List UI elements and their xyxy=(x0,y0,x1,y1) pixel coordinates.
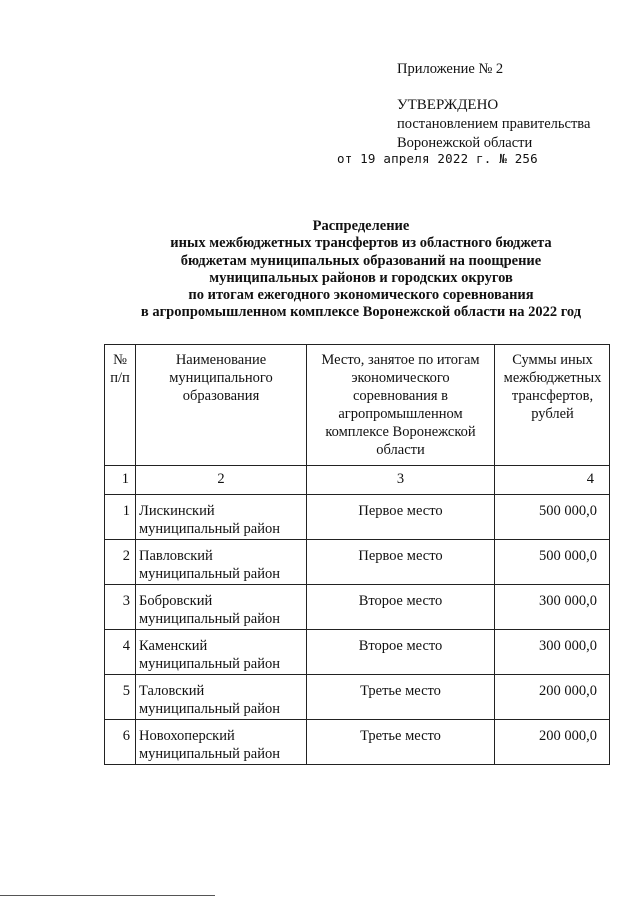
row-number-cell: 3 xyxy=(105,585,136,630)
column-number-cell: 4 xyxy=(495,466,610,495)
table-header-row xyxy=(105,345,610,466)
amount-cell: 300 000,0 xyxy=(495,585,610,630)
title-line: иных межбюджетных трансфертов из областного бюджета xyxy=(170,235,552,252)
approved-stamp: УТВЕРЖДЕНО xyxy=(397,97,499,113)
header-cell-number xyxy=(105,345,136,466)
municipality-cell: Павловский муниципальный район xyxy=(136,540,307,585)
header-text: образования xyxy=(182,388,260,404)
column-number-cell: 2 xyxy=(136,466,307,495)
header-text: Наименование xyxy=(175,352,267,368)
header-text: муниципального xyxy=(169,370,273,386)
amount-cell: 200 000,0 xyxy=(495,675,610,720)
header-text: комплексе Воронежской xyxy=(325,424,476,440)
header-text: агропромышленном xyxy=(338,406,463,422)
column-number-cell: 1 xyxy=(105,466,136,495)
amount-cell: 200 000,0 xyxy=(495,720,610,765)
amount-cell: 300 000,0 xyxy=(495,630,610,675)
place-cell: Первое место xyxy=(307,540,495,585)
row-number-cell: 1 xyxy=(105,495,136,540)
amount-cell: 500 000,0 xyxy=(495,540,610,585)
decree-date: от 19 апреля 2022 г. № 256 xyxy=(337,151,538,166)
header-text: Суммы иных xyxy=(512,352,593,368)
column-number-cell: 3 xyxy=(307,466,495,495)
row-number-cell: 6 xyxy=(105,720,136,765)
header-text: экономического xyxy=(351,370,450,386)
title-line: в агропромышленном комплексе Воронежской области на 2022 год xyxy=(140,304,582,321)
place-cell: Второе место xyxy=(307,585,495,630)
municipality-cell: Новохоперский муниципальный район xyxy=(136,720,307,765)
place-cell: Третье место xyxy=(307,675,495,720)
municipality-cell: Бобровский муниципальный район xyxy=(136,585,307,630)
header-text: межбюджетных xyxy=(503,370,602,386)
table-row xyxy=(105,495,610,540)
row-number-cell: 4 xyxy=(105,630,136,675)
title-line: по итогам ежегодного экономического соревнования xyxy=(188,287,534,304)
table-row xyxy=(105,675,610,720)
appendix-label: Приложение № 2 xyxy=(397,61,504,77)
header-text: соревнования в xyxy=(353,388,448,404)
table-row xyxy=(105,585,610,630)
decree-line-2: Воронежской области xyxy=(397,135,533,151)
table-row xyxy=(105,630,610,675)
header-text: рублей xyxy=(531,406,574,422)
decree-line-1: постановлением правительства xyxy=(397,116,591,132)
table-row xyxy=(105,720,610,765)
place-cell: Третье место xyxy=(307,720,495,765)
municipality-cell: Таловский муниципальный район xyxy=(136,675,307,720)
row-number-cell: 5 xyxy=(105,675,136,720)
distribution-table xyxy=(104,344,610,765)
municipality-cell: Лискинский муниципальный район xyxy=(136,495,307,540)
header-text: п/п xyxy=(110,370,130,386)
row-number-cell: 2 xyxy=(105,540,136,585)
amount-cell: 500 000,0 xyxy=(495,495,610,540)
table-row xyxy=(105,540,610,585)
place-cell: Первое место xyxy=(307,495,495,540)
header-cell-place xyxy=(307,345,495,466)
place-cell: Второе место xyxy=(307,630,495,675)
title-line: бюджетам муниципальных образований на поощрение xyxy=(180,252,542,269)
column-number-row xyxy=(105,466,610,495)
header-text: № xyxy=(113,352,127,368)
document-title xyxy=(0,218,640,322)
title-line: муниципальных районов и городских округов xyxy=(209,269,513,286)
header-text: области xyxy=(376,442,425,458)
header-text: трансфертов, xyxy=(511,388,594,404)
header-cell-name xyxy=(136,345,307,466)
title-line: Распределение xyxy=(312,218,410,234)
approval-block xyxy=(397,60,590,153)
municipality-cell: Каменский муниципальный район xyxy=(136,630,307,675)
header-cell-amount xyxy=(495,345,610,466)
footer-divider xyxy=(0,895,215,896)
header-text: Место, занятое по итогам xyxy=(321,352,480,368)
